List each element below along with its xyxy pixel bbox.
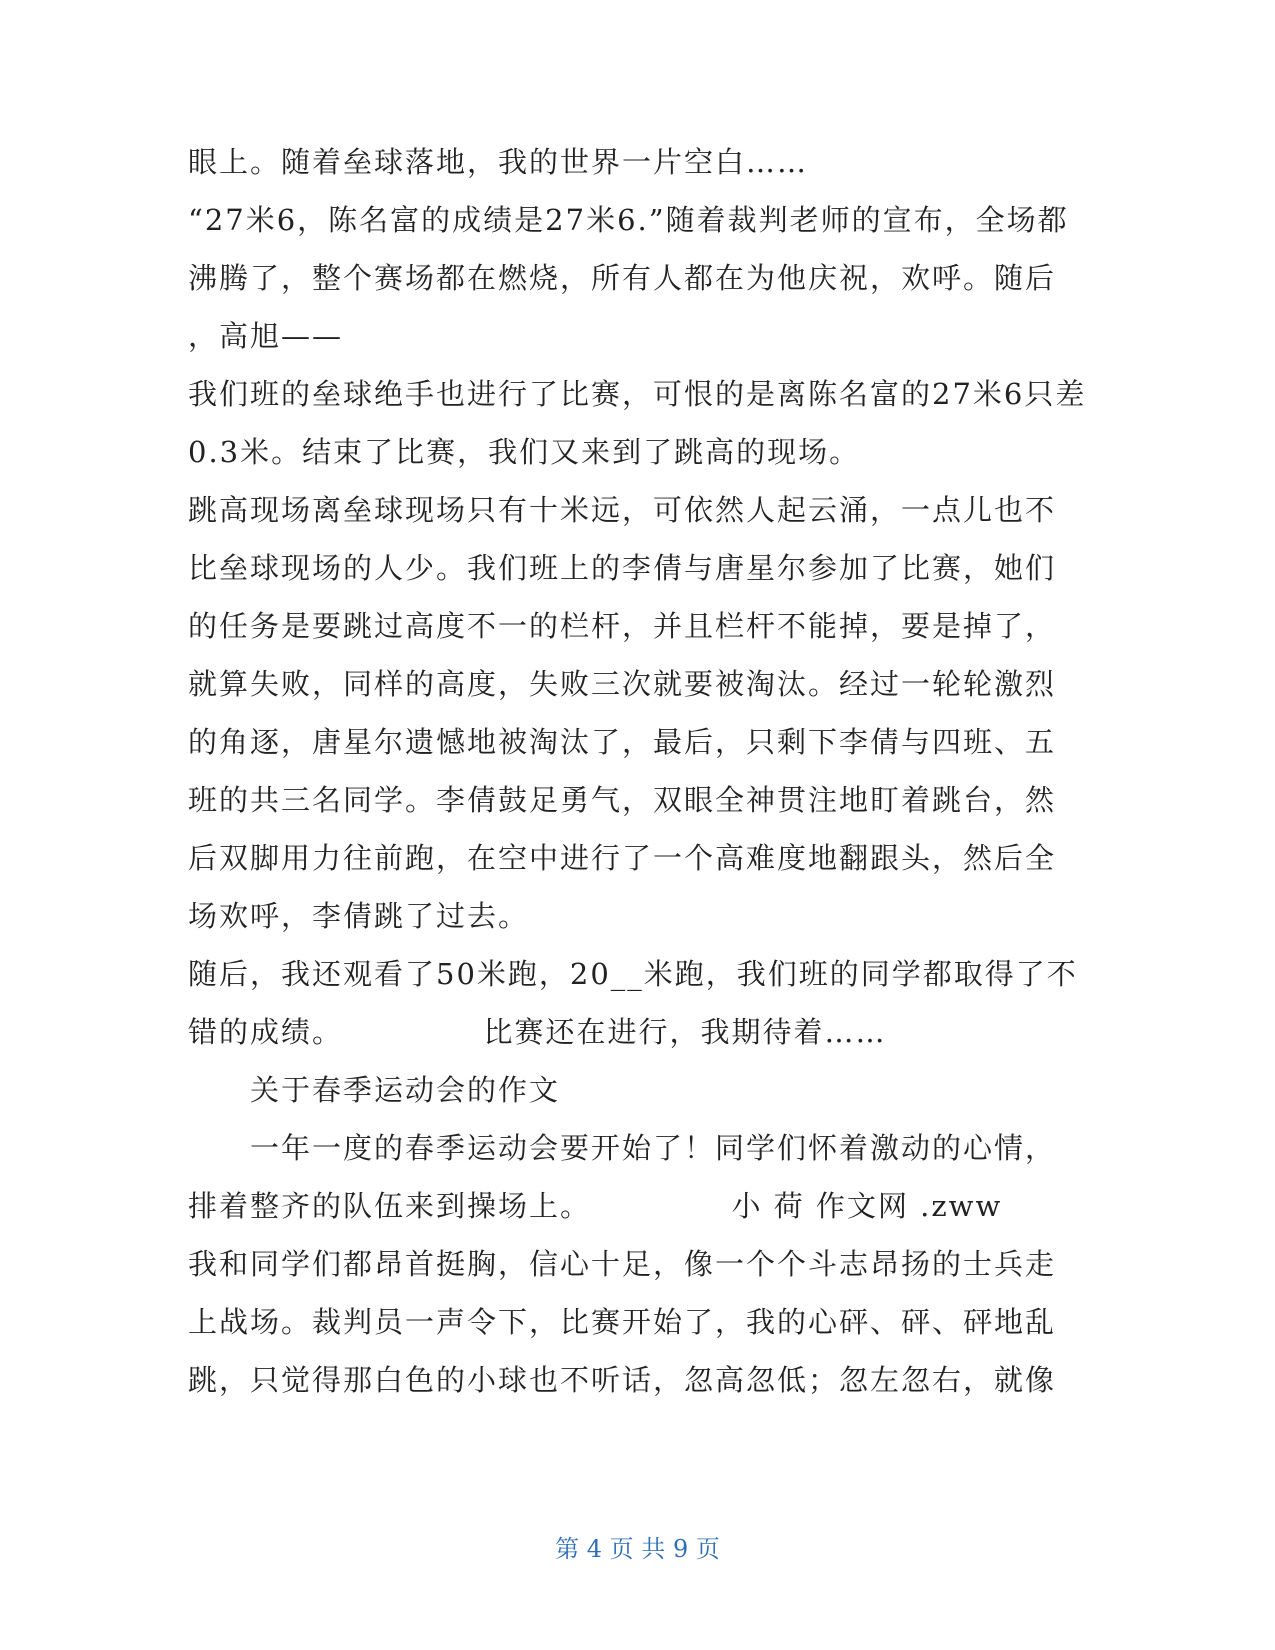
text-line: 上战场。裁判员一声令下，比赛开始了，我的心砰、砰、砰地乱 <box>188 1305 1057 1339</box>
text-line: 错的成绩。 比赛还在进行，我期待着…… <box>188 1015 887 1049</box>
text-line: 我们班的垒球绝手也进行了比赛，可恨的是离陈名富的27米6只差 <box>188 377 1087 411</box>
text-line: 随后，我还观看了50米跑，20__米跑，我们班的同学都取得了不 <box>188 957 1078 991</box>
text-line: 后双脚用力往前跑，在空中进行了一个高难度地翻跟头，然后全 <box>188 841 1057 875</box>
text-line: 沸腾了，整个赛场都在燃烧，所有人都在为他庆祝，欢呼。随后 <box>188 261 1057 295</box>
text-line: 班的共三名同学。李倩鼓足勇气，双眼全神贯注地盯着跳台，然 <box>188 783 1057 817</box>
section-heading: 关于春季运动会的作文 <box>188 1073 561 1107</box>
text-line: 排着整齐的队伍来到操场上。 小 荷 作文网 .zww <box>188 1189 1003 1223</box>
text-line: 0.3米。结束了比赛，我们又来到了跳高的现场。 <box>188 435 861 469</box>
text-line: 的任务是要跳过高度不一的栏杆，并且栏杆不能掉，要是掉了， <box>188 609 1057 643</box>
text-line: 跳，只觉得那白色的小球也不听话，忽高忽低；忽左忽右，就像 <box>188 1363 1057 1397</box>
text-line: 一年一度的春季运动会要开始了！同学们怀着激动的心情， <box>188 1131 1057 1165</box>
text-line: 眼上。随着垒球落地，我的世界一片空白…… <box>188 145 809 179</box>
text-line: 的角逐，唐星尔遗憾地被淘汰了，最后，只剩下李倩与四班、五 <box>188 725 1057 759</box>
text-line: 就算失败，同样的高度，失败三次就要被淘汰。经过一轮轮激烈 <box>188 667 1057 701</box>
text-line: “27米6，陈名富的成绩是27米6.”随着裁判老师的宣布，全场都 <box>188 203 1069 237</box>
text-line: 跳高现场离垒球现场只有十米远，可依然人起云涌，一点儿也不 <box>188 493 1057 527</box>
page-number-footer: 第 4 页 共 9 页 <box>555 1535 720 1563</box>
text-line: 比垒球现场的人少。我们班上的李倩与唐星尔参加了比赛，她们 <box>188 551 1057 585</box>
text-line: 我和同学们都昂首挺胸，信心十足，像一个个斗志昂扬的士兵走 <box>188 1247 1057 1281</box>
text-line: 场欢呼，李倩跳了过去。 <box>188 899 530 933</box>
text-line: ，高旭—— <box>188 319 344 353</box>
